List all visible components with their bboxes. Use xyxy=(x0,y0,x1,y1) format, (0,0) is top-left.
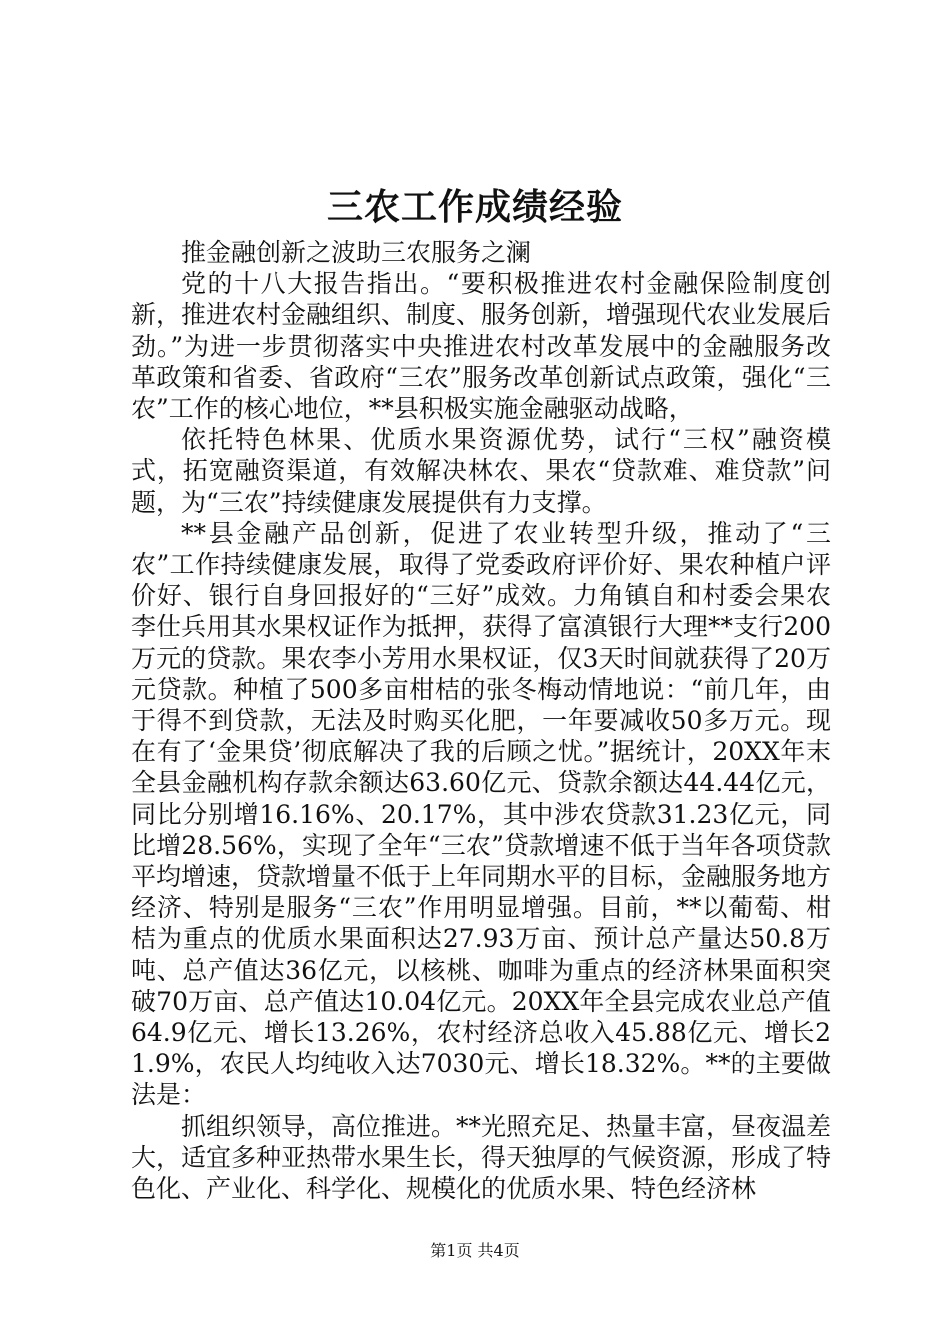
page-number-footer: 第1页 共4页 xyxy=(430,1241,520,1260)
document-title: 三农工作成绩经验 xyxy=(326,186,623,228)
paragraph: 依托特色林果、优质水果资源优势，试行“三权”融资模式，拓宽融资渠道，有效解决林农、果农“贷款难、难贷款”问题，为“三农”持续健康发展提供有力支撑。 xyxy=(131,425,831,517)
document-body xyxy=(131,237,831,1204)
paragraph: **县金融产品创新，促进了农业转型升级，推动了“三农”工作持续健康发展，取得了党委政府评价好、果农种植户评价好、银行自身回报好的“三好”成效。力角镇自和村委会果农李仕兵用其水果权证作为抵押，获得了富滇银行大理**支行200万元的贷款。果农李小芳用水果权证，仅3天时间就获得了20万元贷款。种植了500多亩柑桔的张冬梅动情地说：“前几年，由于得不到贷款，无法及时购买化肥，一年要减收50多万元。现在有了‘金果贷’彻底解决了我的后顾之忧。”据统计，20XX年末全县金融机构存款余额达63.60亿元、贷款余额达44.44亿元，同比分别增16.16%、20.17%，其中涉农贷款31.23亿元，同比增28.56%，实现了全年“三农”贷款增速不低于当年各项贷款平均增速，贷款增量不低于上年同期水平的目标，金融服务地方经济、特别是服务“三农”作用明显增强。目前，**以葡萄、柑桔为重点的优质水果面积达27.93万亩、预计总产量达50.8万吨、总产值达36亿元，以核桃、咖啡为重点的经济林果面积突破70万亩、总产值达10.04亿元。20XX年全县完成农业总产值64.9亿元、增长13.26%，农村经济总收入45.88亿元、增长21.9%，农民人均纯收入达7030元、增长18.32%。**的主要做法是： xyxy=(131,518,832,1110)
paragraph: 党的十八大报告指出。“要积极推进农村金融保险制度创新，推进农村金融组织、制度、服务创新，增强现代农业发展后劲。”为进一步贯彻落实中央推进农村改革发展中的金融服务改革政策和省委、省政府“三农”服务改革创新试点政策，强化“三农”工作的核心地位，**县积极实施金融驱动战略， xyxy=(131,269,832,424)
paragraph-subtitle: 推金融创新之波助三农服务之澜 xyxy=(181,238,532,267)
paragraph: 抓组织领导，高位推进。**光照充足、热量丰富，昼夜温差大，适宜多种亚热带水果生长，得天独厚的气候资源，形成了特色化、产业化、科学化、规模化的优质水果、特色经济林 xyxy=(131,1111,832,1204)
